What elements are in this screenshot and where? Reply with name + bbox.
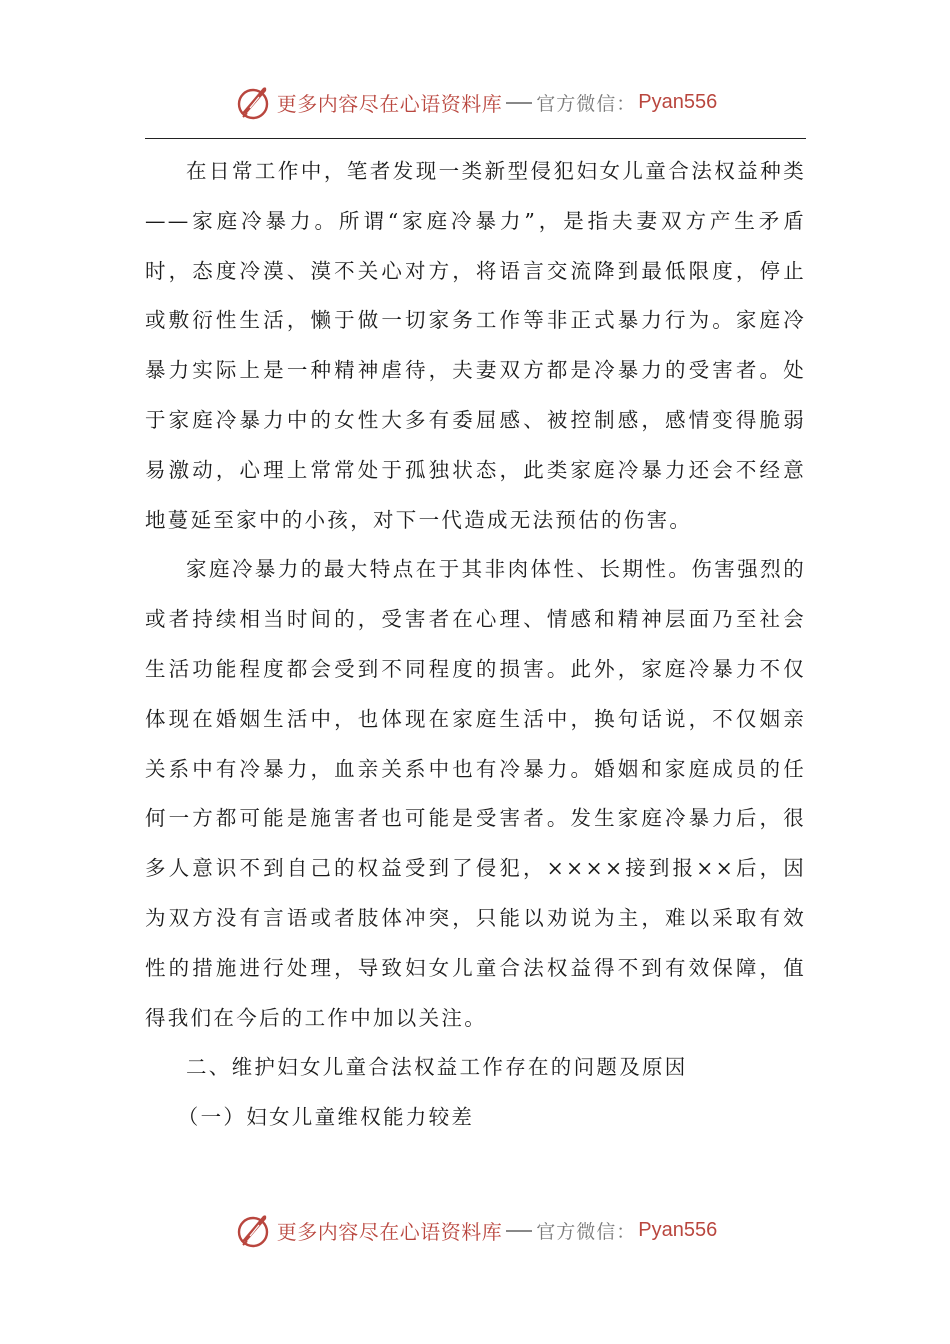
quill-logo-icon (233, 82, 273, 122)
wechat-label: 官方微信： (536, 1220, 637, 1243)
banner-dash (506, 1230, 532, 1232)
wechat-id: Pyan556 (638, 90, 718, 113)
quill-logo-icon (233, 1210, 273, 1250)
promo-text: 更多内容尽在心语资料库 (276, 91, 503, 116)
wechat-id: Pyan556 (638, 1218, 718, 1241)
header-rule (145, 138, 806, 139)
document-body (145, 147, 806, 1143)
body-paragraph: 家庭冷暴力的最大特点在于其非肉体性、长期性。伤害强烈的或者持续相当时间的，受害者在心理、情感和精神层面乃至社会生活功能程度都会受到不同程度的损害。此外，家庭冷暴力不仅体现在婚姻生活中，也体现在家庭生活中，换句话说，不仅姻亲关系中有冷暴力，血亲关系中也有冷暴力。婚姻和家庭成员的任何一方都可能是施害者也可能是受害者。发生家庭冷暴力后，很多人意识不到自己的权益受到了侵犯，××××接到报××后，因为双方没有言语或者肢体冲突，只能以劝说为主，难以采取有效性的措施进行处理，导致妇女儿童合法权益得不到有效保障，值得我们在今后的工作中加以关注。 (145, 557, 806, 1030)
section-heading: 二、维护妇女儿童合法权益工作存在的问题及原因 (186, 1055, 688, 1080)
header-banner (0, 80, 950, 124)
promo-text: 更多内容尽在心语资料库 (276, 1219, 503, 1244)
wechat-label: 官方微信： (536, 92, 637, 115)
subsection-heading: （一）妇女儿童维权能力较差 (177, 1105, 475, 1130)
footer-banner (0, 1208, 950, 1252)
banner-dash (506, 102, 532, 104)
body-paragraph: 在日常工作中，笔者发现一类新型侵犯妇女儿童合法权益种类——家庭冷暴力。所谓“家庭冷暴力”，是指夫妻双方产生矛盾时，态度冷漠、漠不关心对方，将语言交流降到最低限度，停止或敷衍性生活，懒于做一切家务工作等非正式暴力行为。家庭冷暴力实际上是一种精神虐待，夫妻双方都是冷暴力的受害者。处于家庭冷暴力中的女性大多有委屈感、被控制感，感情变得脆弱易激动，心理上常常处于孤独状态，此类家庭冷暴力还会不经意地蔓延至家中的小孩，对下一代造成无法预估的伤害。 (145, 159, 806, 532)
